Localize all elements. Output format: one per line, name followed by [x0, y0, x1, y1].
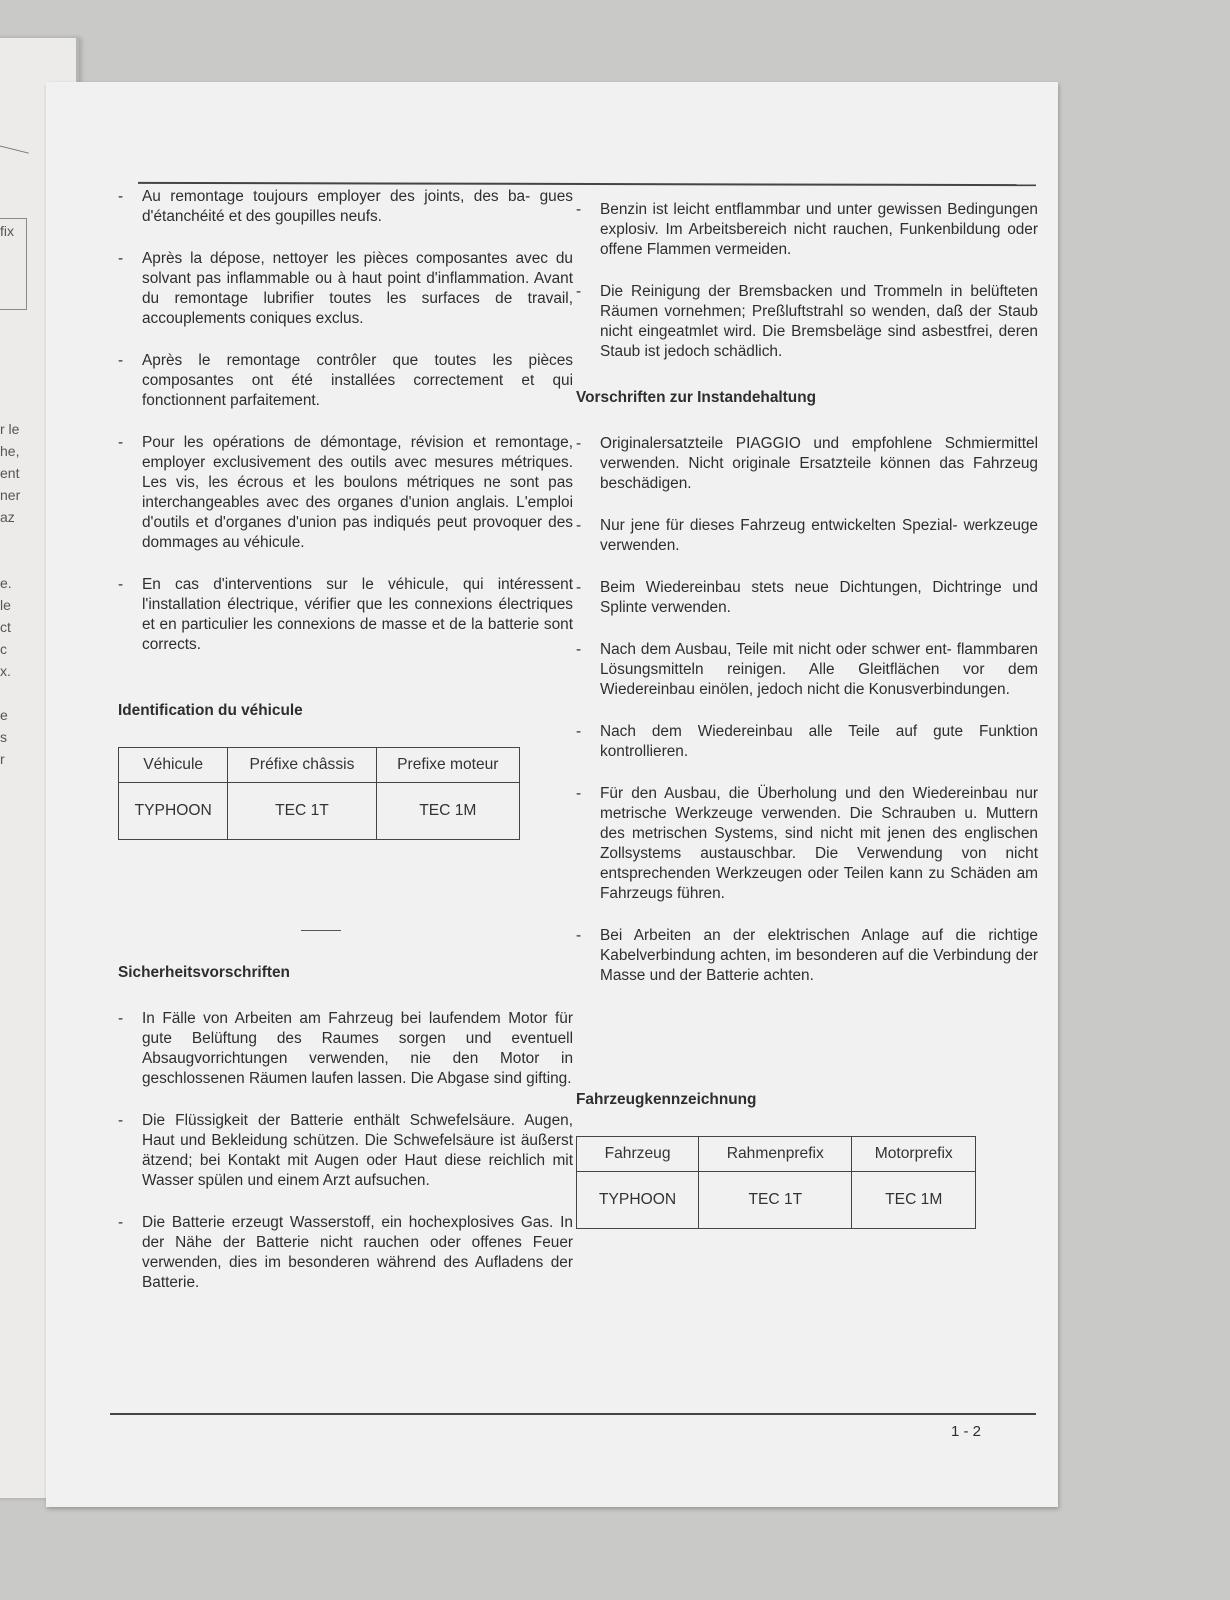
bullet-dash: -: [118, 1214, 124, 1231]
bullet-dash: -: [118, 434, 124, 451]
list-item: [118, 1009, 573, 1089]
list-item-text: Nur jene für dieses Fahrzeug entwickelten Spezial- werkzeuge verwenden.: [600, 517, 1038, 554]
separator-rule: [301, 930, 341, 931]
list-item-text: Après le remontage contrôler que toutes les pièces composantes ont été installées correctement et qui fonctionnent parfaitement.: [142, 352, 573, 409]
bullet-dash: -: [576, 283, 582, 300]
list-item-text: Au remontage toujours employer des joints, des ba- gues d'étanchéité et des goupilles neufs.: [142, 188, 573, 225]
list-item: [118, 1111, 573, 1191]
left-column: [118, 187, 573, 1315]
table-header-cell: Préfixe châssis: [228, 748, 376, 783]
adjacent-text-fragment: e.: [0, 575, 12, 591]
adjacent-text-fragment: ct: [0, 619, 11, 635]
table-header-cell: Prefixe moteur: [376, 748, 519, 783]
list-item-text: Für den Ausbau, die Überholung und den Wiedereinbau nur metrische Werkzeuge verwenden. Die Schrauben u. Muttern des metrischen Systems, sind nicht mit jenen des englischen Zollsystems austauschbar. Die Verwendung von nicht entsprechenden Werkzeugen oder Teilen kann zu Schäden am Fahrzeugs führen.: [600, 785, 1038, 902]
list-item-text: En cas d'interventions sur le véhicule, qui intéressent l'installation électrique, vérifier que les connexions électriques et en particulier les connexions de masse et de la batterie sont corrects.: [142, 576, 573, 653]
right-column: [576, 200, 1038, 1229]
bullet-dash: -: [118, 576, 124, 593]
list-item: [118, 1213, 573, 1293]
list-item-text: Nach dem Wiedereinbau alle Teile auf gute Funktion kontrollieren.: [600, 723, 1038, 760]
list-item-text: Originalersatzteile PIAGGIO und empfohlene Schmiermittel verwenden. Nicht originale Ersatzteile können das Fahrzeug beschädigen.: [600, 435, 1038, 492]
adjacent-text-fragment: c: [0, 641, 7, 657]
adjacent-text-fragment: ner: [0, 487, 21, 503]
table-cell: TYPHOON: [577, 1172, 699, 1229]
list-item: [576, 282, 1038, 362]
adjacent-text-fragment: r: [0, 751, 5, 767]
adjacent-text-fragment: ent: [0, 465, 20, 481]
list-item-text: Après la dépose, nettoyer les pièces composantes avec du solvant pas inflammable ou à haut point d'inflammation. Avant du remontage lubrifier toutes les surfaces de travail, accouplements coniques exclus.: [142, 250, 573, 327]
safety-bullet-list: [118, 1009, 573, 1293]
bullet-dash: -: [118, 188, 124, 205]
list-item: [118, 575, 573, 655]
adjacent-text-fragment: le: [0, 597, 11, 613]
bullet-dash: -: [576, 201, 582, 218]
list-item-text: Nach dem Ausbau, Teile mit nicht oder schwer ent- flammbaren Lösungsmitteln reinigen. Alle Gleitflächen vor dem Wiedereinbau einölen, jedoch nicht die Konusverbindungen.: [600, 641, 1038, 698]
maintenance-bullet-list: [576, 434, 1038, 986]
list-item-text: Die Reinigung der Bremsbacken und Trommeln in belüfteten Räumen vornehmen; Preßluftstrahl so wenden, daß der Staub nicht eingeatmlet wird. Die Bremsbeläge sind asbestfrei, deren Staub ist jedoch schädlich.: [600, 283, 1038, 360]
header-rule: [138, 182, 1036, 186]
list-item-text: Bei Arbeiten an der elektrischen Anlage auf die richtige Kabelverbindung achten, im besonderen auf die Verbindung der Masse und der Batterie achten.: [600, 927, 1038, 984]
table-row: [119, 783, 520, 840]
bullet-dash: -: [576, 579, 582, 596]
adjacent-text-fragment: e: [0, 707, 8, 723]
table-header-cell: Véhicule: [119, 748, 228, 783]
list-item: [576, 434, 1038, 494]
list-item-text: Die Batterie erzeugt Wasserstoff, ein hochexplosives Gas. In der Nähe der Batterie nicht rauchen oder offenes Feuer verwenden, dies im besonderen während des Aufladens der Batterie.: [142, 1214, 573, 1291]
table-header-cell: Motorprefix: [852, 1137, 976, 1172]
table-cell: TEC 1M: [376, 783, 519, 840]
list-item-text: In Fälle von Arbeiten am Fahrzeug bei laufendem Motor für gute Belüftung des Raumes sorgen und eventuell Absaugvorrichtungen verwenden, nie den Motor in geschlossenen Räumen laufen lassen. Die Abgase sind gifting.: [142, 1010, 573, 1087]
table-cell: TYPHOON: [119, 783, 228, 840]
list-item: [576, 640, 1038, 700]
list-item-text: Benzin ist leicht entflammbar und unter gewissen Bedingungen explosiv. Im Arbeitsbereich nicht rauchen, Funkenbildung oder offene Flammen vermeiden.: [600, 201, 1038, 258]
table-header-row: [577, 1137, 976, 1172]
adjacent-text-fragment: s: [0, 729, 7, 745]
list-item: [118, 249, 573, 329]
bullet-dash: -: [576, 641, 582, 658]
list-item: [576, 200, 1038, 260]
table-row: [577, 1172, 976, 1229]
german-top-bullet-list: [576, 200, 1038, 362]
table-header-row: [119, 748, 520, 783]
table-cell: TEC 1T: [228, 783, 376, 840]
bullet-dash: -: [576, 723, 582, 740]
footer-rule: [110, 1413, 1036, 1415]
adjacent-text-fragment: fix: [0, 223, 14, 239]
table-cell: TEC 1T: [699, 1172, 852, 1229]
list-item-text: Die Flüssigkeit der Batterie enthält Schwefelsäure. Augen, Haut und Bekleidung schützen. Die Schwefelsäure ist äußerst ätzend; bei Kontakt mit Augen oder Haut diese reichlich mit Wasser spülen und einem Arzt aufsuchen.: [142, 1112, 573, 1189]
adjacent-page-rule: [0, 143, 29, 154]
bullet-dash: -: [576, 517, 582, 534]
list-item: [576, 784, 1038, 904]
identification-table: [576, 1136, 976, 1229]
bullet-dash: -: [118, 1010, 124, 1027]
bullet-dash: -: [118, 352, 124, 369]
french-bullet-list: [118, 187, 573, 655]
identification-table: [118, 747, 520, 840]
bullet-dash: -: [118, 1112, 124, 1129]
adjacent-text-fragment: x.: [0, 663, 11, 679]
section-heading: Vorschriften zur Instandehaltung: [576, 389, 816, 406]
adjacent-text-fragment: he,: [0, 443, 20, 459]
list-item-text: Beim Wiedereinbau stets neue Dichtungen, Dichtringe und Splinte verwenden.: [600, 579, 1038, 616]
list-item: [576, 722, 1038, 762]
list-item-text: Pour les opérations de démontage, révision et remontage, employer exclusivement des outils avec mesures métriques. Les vis, les écrous et les boulons métriques ne sont pas interchangeables avec des organes d'union anglais. L'emploi d'outils et d'organes d'union pas indiqués peut provoquer des dommages au véhicule.: [142, 434, 573, 551]
bullet-dash: -: [576, 785, 582, 802]
list-item: [118, 433, 573, 553]
list-item: [576, 516, 1038, 556]
manual-page: [46, 82, 1058, 1507]
section-heading: Identification du véhicule: [118, 702, 303, 719]
adjacent-text-fragment: r le: [0, 421, 20, 437]
section-heading: Fahrzeugkennzeichnung: [576, 1091, 757, 1108]
list-item: [118, 351, 573, 411]
section-heading: Sicherheitsvorschriften: [118, 964, 290, 981]
list-item: [118, 187, 573, 227]
list-item: [576, 578, 1038, 618]
page-number: 1 - 2: [951, 1423, 982, 1440]
list-item: [576, 926, 1038, 986]
adjacent-text-fragment: az: [0, 509, 15, 525]
table-header-cell: Rahmenprefix: [699, 1137, 852, 1172]
bullet-dash: -: [118, 250, 124, 267]
bullet-dash: -: [576, 435, 582, 452]
bullet-dash: -: [576, 927, 582, 944]
table-cell: TEC 1M: [852, 1172, 976, 1229]
table-header-cell: Fahrzeug: [577, 1137, 699, 1172]
